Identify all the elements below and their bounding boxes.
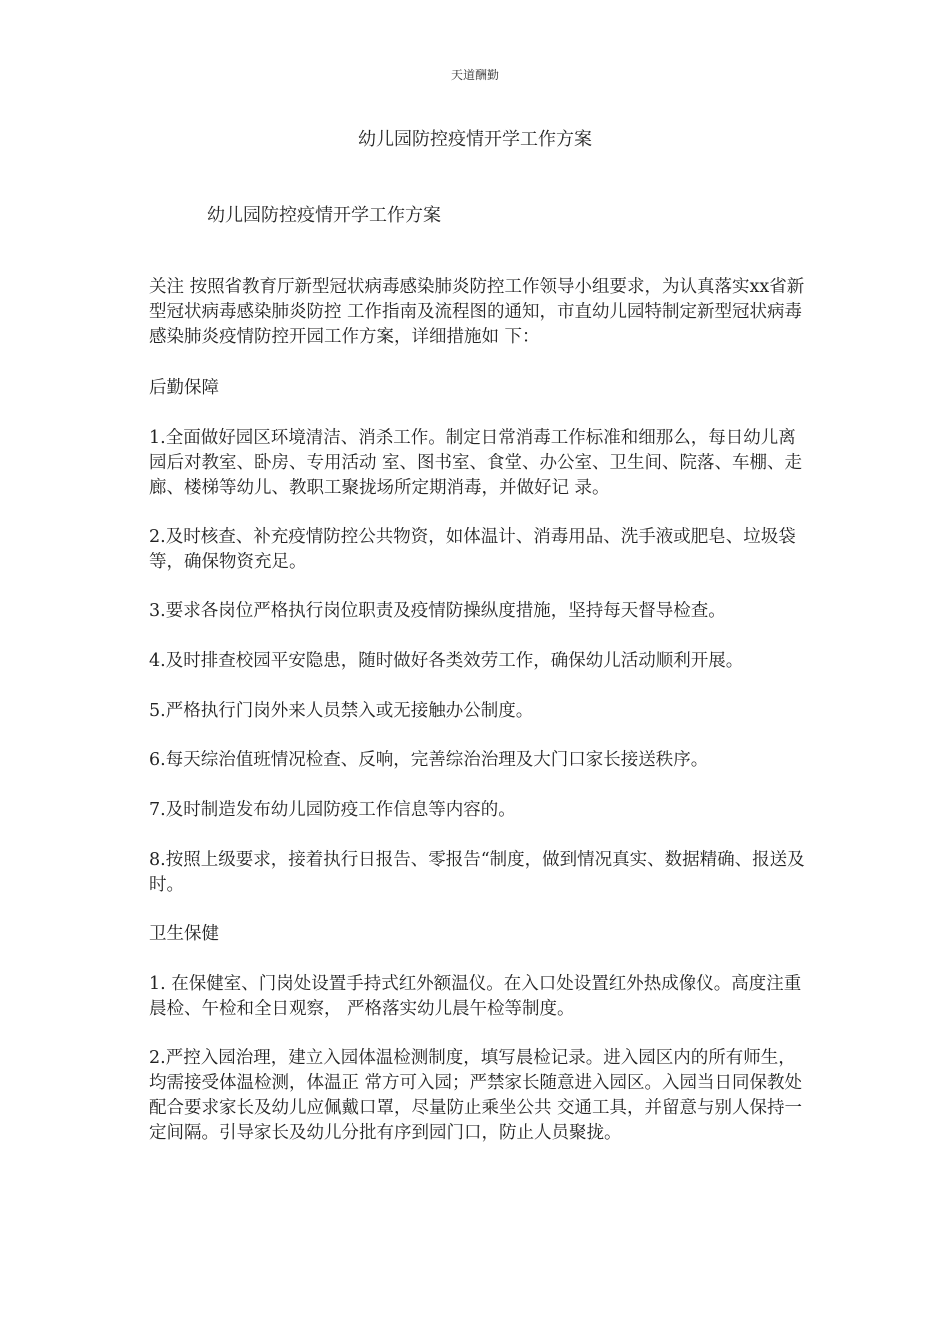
- health-item-2: 2.严控入园治理，建立入园体温检测制度，填写晨检记录。进入园区内的所有师生，均需接受体温检测，体温正 常方可入园；严禁家长随意进入园区。入园当日同保教处配合要求家长及幼儿应佩戴口罩，尽量防止乘坐公共 交通工具，并留意与别人保持一定间隔。引导家长及幼儿分批有序到园门口，防止人员聚拢。: [149, 1048, 803, 1143]
- section-heading-health: 卫生保健: [149, 924, 219, 944]
- logistics-item-5: 5.严格执行门岗外来人员禁入或无接触办公制度。: [149, 701, 534, 721]
- section-heading-logistics: 后勤保障: [149, 378, 219, 398]
- document-title: 幼儿园防控疫情开学工作方案: [358, 129, 592, 150]
- logistics-item-1: 1.全面做好园区环境清洁、消杀工作。制定日常消毒工作标准和细那么，每日幼儿离园后对教室、卧房、专用活动 室、图书室、食堂、办公室、卫生间、院落、车棚、走廊、楼梯等幼儿、教职工聚拢场所定期消毒，并做好记 录。: [149, 428, 803, 498]
- logistics-item-2: 2.及时核查、补充疫情防控公共物资，如体温计、消毒用品、洗手液或肥皂、垃圾袋等，确保物资充足。: [149, 527, 796, 572]
- logistics-item-4: 4.及时排查校园平安隐患，随时做好各类效劳工作，确保幼儿活动顺利开展。: [149, 651, 744, 671]
- health-item-1: 1. 在保健室、门岗处设置手持式红外额温仪。在入口处设置红外热成像仪。高度注重晨检、午检和全日观察， 严格落实幼儿晨午检等制度。: [149, 974, 802, 1019]
- logistics-item-7: 7.及时制造发布幼儿园防疫工作信息等内容的。: [149, 800, 516, 820]
- header-mark: 天道酬勤: [450, 68, 499, 82]
- logistics-item-3: 3.要求各岗位严格执行岗位职责及疫情防操纵度措施，坚持每天督导检查。: [149, 601, 726, 621]
- document-subtitle: 幼儿园防控疫情开学工作方案: [207, 205, 441, 226]
- intro-paragraph: 关注 按照省教育厅新型冠状病毒感染肺炎防控工作领导小组要求，为认真落实xx省新型冠状病毒感染肺炎防控 工作指南及流程图的通知，市直幼儿园特制定新型冠状病毒感染肺炎疫情防控开园工作方案，详细措施如 下：: [149, 277, 805, 347]
- logistics-item-8: 8.按照上级要求，接着执行日报告、零报告“制度，做到情况真实、数据精确、报送及时。: [149, 850, 805, 895]
- logistics-item-6: 6.每天综治值班情况检查、反响，完善综治治理及大门口家长接送秩序。: [149, 750, 709, 770]
